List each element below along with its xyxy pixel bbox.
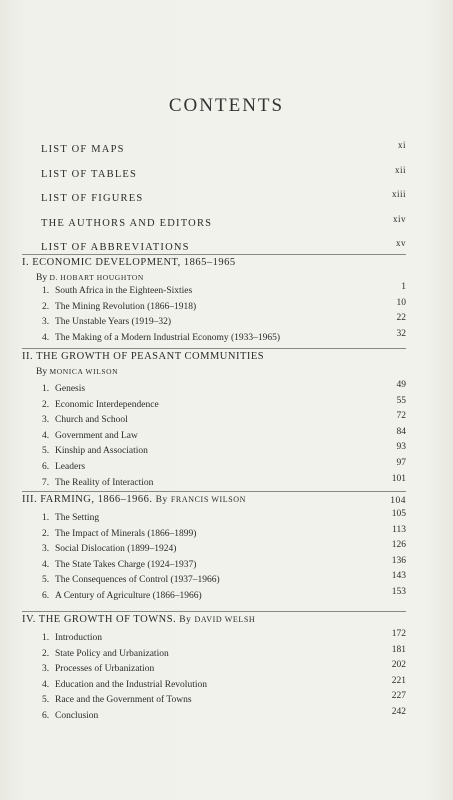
part-section	[22, 494, 406, 606]
prelim-row	[41, 140, 406, 165]
prelim-label: LIST OF FIGURES	[41, 193, 144, 204]
chapter-entry	[42, 691, 406, 710]
prelim-page: xv	[396, 238, 406, 248]
chapter-entry	[42, 473, 406, 493]
chapter-number: 2.	[42, 648, 50, 659]
chapter-title: State Policy and Urbanization	[55, 648, 169, 659]
chapter-number: 3.	[42, 415, 50, 426]
part-heading	[22, 614, 406, 628]
chapter-entry	[42, 629, 406, 648]
prelim-label: THE AUTHORS AND EDITORS	[41, 217, 213, 229]
prelim-label: LIST OF MAPS	[41, 144, 125, 155]
chapter-number: 4.	[42, 559, 50, 570]
chapter-page: 221	[391, 675, 406, 686]
chapter-entry	[42, 644, 406, 664]
part-author: FRANCIS WILSON	[170, 495, 247, 504]
part-title: FARMING, 1866–1966.	[40, 494, 153, 505]
section-divider	[22, 491, 406, 492]
part-section	[22, 257, 406, 347]
chapter-number: 7.	[42, 477, 50, 488]
chapter-number: 1.	[42, 513, 50, 523]
chapter-entry	[42, 509, 406, 528]
section-divider	[22, 348, 406, 349]
chapter-page: 113	[392, 524, 406, 535]
chapter-page: 172	[391, 629, 406, 639]
chapter-entry	[42, 297, 406, 317]
part-section	[22, 614, 406, 726]
chapter-entry	[42, 540, 406, 559]
part-heading	[22, 257, 406, 271]
chapter-page: 181	[391, 644, 406, 655]
chapter-number: 3.	[42, 544, 50, 555]
part-title: THE GROWTH OF PEASANT COMMUNITIES	[36, 351, 265, 362]
part-title: THE GROWTH OF TOWNS.	[38, 614, 177, 625]
prelim-row	[41, 189, 406, 214]
chapter-page: 242	[391, 706, 406, 717]
chapter-title: Economic Interdependence	[55, 399, 159, 410]
prelim-page: xi	[397, 140, 406, 150]
chapter-page: 93	[396, 442, 406, 453]
part-numeral: I.	[22, 257, 30, 268]
part-author: D. HOBART HOUGHTON	[49, 273, 144, 282]
chapter-page: 227	[391, 691, 406, 702]
section-divider	[22, 254, 406, 255]
chapter-number: 2.	[42, 301, 50, 312]
chapter-number: 6.	[42, 710, 50, 721]
chapter-page: 101	[391, 473, 406, 484]
chapter-title: Church and School	[55, 415, 128, 426]
byline-prefix: By	[36, 367, 48, 377]
chapter-page: 10	[396, 297, 406, 308]
chapter-title: The Setting	[55, 513, 100, 523]
part-section	[22, 351, 406, 492]
page-title: CONTENTS	[168, 95, 285, 116]
chapter-number: 4.	[42, 430, 50, 441]
chapter-page: 22	[396, 313, 406, 324]
part-author: DAVID WELSH	[194, 615, 256, 624]
chapter-number: 1.	[42, 633, 50, 643]
chapter-entry	[42, 442, 406, 461]
part-heading	[22, 494, 406, 508]
chapter-page: 32	[396, 328, 406, 339]
chapter-page: 49	[396, 380, 406, 390]
prelim-list	[41, 140, 406, 263]
chapter-number: 5.	[42, 695, 50, 706]
part-heading	[22, 351, 406, 365]
chapter-title: South Africa in the Eighteen-Sixties	[55, 286, 193, 296]
chapter-page: 97	[396, 457, 406, 468]
chapter-entry	[42, 380, 406, 399]
chapter-entry	[42, 555, 406, 575]
chapter-title: The Impact of Minerals (1866–1899)	[55, 528, 197, 539]
chapter-number: 1.	[42, 384, 50, 394]
prelim-page: xiii	[391, 189, 406, 199]
chapter-title: Social Dislocation (1899–1924)	[55, 544, 177, 555]
chapter-entry	[42, 586, 406, 606]
chapter-title: The Unstable Years (1919–32)	[55, 317, 172, 328]
chapter-entry	[42, 328, 406, 348]
chapter-title: Race and the Government of Towns	[55, 695, 192, 706]
chapter-title: Leaders	[55, 461, 86, 472]
chapter-list	[42, 380, 406, 492]
chapter-entry	[42, 675, 406, 695]
part-author: MONICA WILSON	[49, 367, 119, 376]
chapter-title: The Mining Revolution (1866–1918)	[55, 301, 197, 312]
chapter-number: 6.	[42, 590, 50, 601]
chapter-number: 4.	[42, 679, 50, 690]
chapter-entry	[42, 571, 406, 590]
part-numeral: II.	[22, 351, 34, 362]
part-byline	[36, 271, 406, 285]
chapter-title: The Consequences of Control (1937–1966)	[55, 575, 220, 586]
chapter-number: 2.	[42, 528, 50, 539]
chapter-entry	[42, 426, 406, 446]
chapter-title: The State Takes Charge (1924–1937)	[55, 559, 197, 570]
prelim-row	[41, 165, 406, 190]
chapter-entry	[42, 457, 406, 477]
chapter-list	[42, 509, 406, 606]
chapter-list	[42, 629, 406, 726]
chapter-entry	[42, 395, 406, 415]
chapter-entry	[42, 706, 406, 726]
chapter-page: 1	[401, 282, 406, 292]
chapter-page: 143	[391, 571, 406, 582]
section-divider	[22, 611, 406, 612]
chapter-page: 202	[391, 660, 406, 671]
chapter-title: A Century of Agriculture (1866–1966)	[55, 590, 202, 601]
chapter-list	[42, 282, 406, 347]
chapter-title: The Making of a Modern Industrial Economy (1933–1965)	[55, 332, 281, 343]
part-numeral: III.	[22, 494, 38, 505]
chapter-title: Introduction	[55, 633, 102, 643]
prelim-label: LIST OF ABBREVIATIONS	[41, 242, 190, 253]
chapter-title: Education and the Industrial Revolution	[55, 679, 207, 690]
chapter-page: 55	[396, 395, 406, 406]
chapter-title: Kinship and Association	[55, 446, 148, 457]
chapter-page: 136	[391, 555, 406, 566]
part-page: 104	[390, 496, 406, 506]
chapter-entry	[42, 313, 406, 332]
prelim-page: xiv	[392, 213, 406, 224]
chapter-page: 105	[391, 509, 406, 519]
chapter-number: 5.	[42, 575, 50, 586]
chapter-page: 84	[396, 426, 406, 437]
byline-prefix: By	[36, 273, 48, 283]
chapter-entry	[42, 282, 406, 301]
byline-prefix: By	[179, 615, 192, 625]
chapter-title: Conclusion	[55, 710, 99, 721]
chapter-title: Government and Law	[55, 430, 138, 441]
chapter-title: Genesis	[55, 384, 86, 394]
chapter-number: 1.	[42, 286, 50, 296]
chapter-title: The Reality of Interaction	[55, 477, 154, 488]
chapter-number: 4.	[42, 332, 50, 343]
part-title: ECONOMIC DEVELOPMENT, 1865–1965	[32, 257, 236, 268]
chapter-page: 126	[391, 540, 406, 551]
chapter-entry	[42, 660, 406, 679]
part-numeral: IV.	[22, 614, 36, 625]
chapter-page: 153	[391, 586, 406, 597]
chapter-page: 72	[396, 411, 406, 422]
chapter-entry	[42, 524, 406, 544]
prelim-row	[41, 214, 406, 239]
chapter-number: 3.	[42, 664, 50, 675]
chapter-entry	[42, 411, 406, 430]
chapter-number: 3.	[42, 317, 50, 328]
chapter-number: 5.	[42, 446, 50, 457]
chapter-number: 2.	[42, 399, 50, 410]
chapter-number: 6.	[42, 461, 50, 472]
prelim-page: xii	[394, 164, 406, 175]
prelim-label: LIST OF TABLES	[41, 168, 138, 180]
part-byline	[36, 365, 406, 379]
byline-prefix: By	[155, 495, 168, 505]
chapter-title: Processes of Urbanization	[55, 664, 155, 675]
